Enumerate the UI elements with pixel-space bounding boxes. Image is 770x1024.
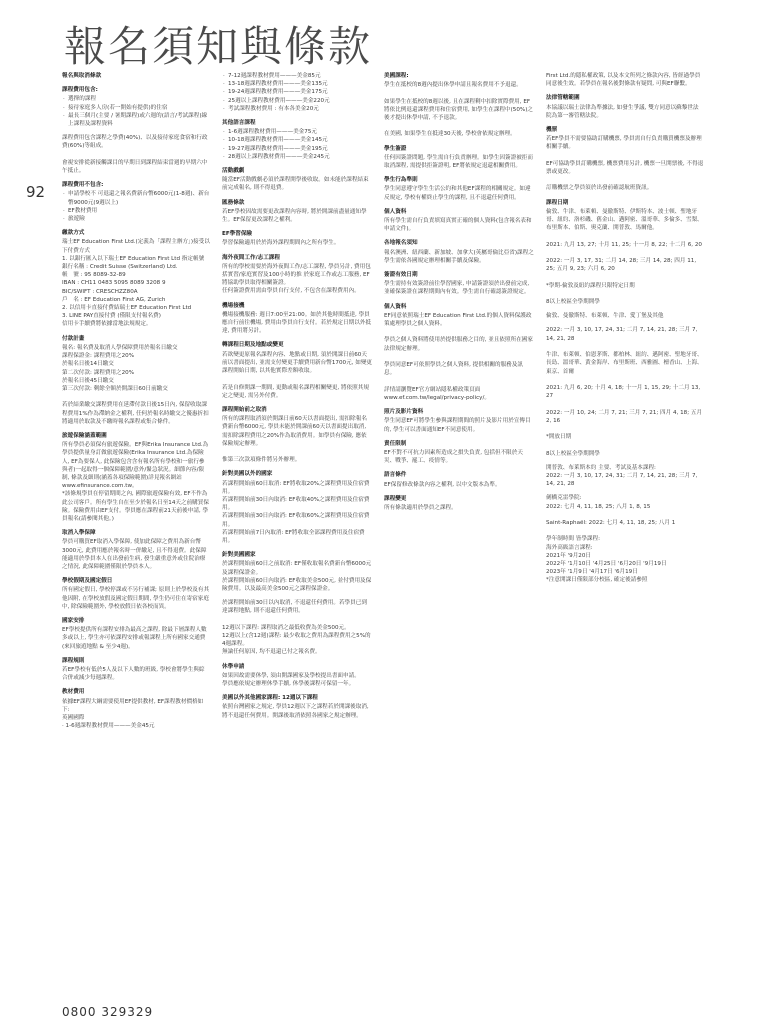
section-heading: 機票 [546, 127, 558, 134]
section-heading: 美國以外其他國家課程: 12週以下課程 [222, 695, 318, 702]
bullet-item: · 選擇的課程 [62, 95, 210, 103]
section-body: 學生需持有效簽證前往學習國家, 申請簽證須於出發前完成, 並確保簽證在課程期間內有效。學生需自行確認簽證規定。 [384, 281, 530, 296]
section-body: 瑞士EF Education First Ltd.(定義為「課程主辦方」)接受以下付費方式 1. 以銀行匯入以下瑞士EF Education First Ltd 指定帳號 銀行名稱 : Credit Suisse (Switzerland) Ltd. 帳 號 : 95 8089-32-89 IBAN : CH11 0483 5095 8089 3208 9 BIC/SWIFT : CRESCHZZ80A 戶 名 : EF Education First AG, Zurich 2. 以信用卡直接付費結瑞士EF Education First Ltd 3. LINE PAY直接付費 (僅限支付報名費) 信用卡手續費將依據當地法規規定。 [62, 239, 210, 328]
section [62, 529, 210, 571]
section [546, 72, 704, 88]
section-heading: 其他語言課程 [222, 120, 256, 127]
section-body: 若EF學校因故需要更改課程內容時, 將於開課前盡量通知學生。EF保留更改課程之權利。 [222, 208, 367, 224]
section [546, 199, 704, 307]
section-body: 學生在抵校的8週內提出休學申請且報名費用不予退還。 如果學生在抵校的8週以後, 且在課程剩中扣除實際費用, EF將依比例退還課程費用和住宿費用, 如學生在課程中(50%)之後才提出休學申請, 不予退款。 在美國, 如果學生在抵達30天後, 學校會依規定辦理。 [384, 82, 534, 138]
section-heading: 課程規則 [62, 657, 85, 664]
bullet-item: · 旅遊險 [62, 215, 210, 223]
section-body: 報名澳洲、紐西蘭、新加坡、加拿大(英屬哥倫比亞省)課程之學生需依各國規定辦理相關手續及保險。 [384, 249, 534, 264]
section-heading: 機場接機 [222, 302, 245, 309]
section-body: 學習保險適用於於海外課程期間內之所有學生。 [222, 240, 340, 247]
section [222, 199, 372, 225]
section-heading: 語言條件 [384, 472, 407, 479]
section-heading: 取消入學保障 [62, 530, 96, 537]
section [222, 254, 372, 296]
section-heading: 美國課程: [384, 73, 409, 79]
section-heading: 課程費用包含: [62, 87, 98, 94]
section [62, 134, 210, 175]
section [222, 406, 372, 464]
section [546, 126, 704, 193]
section-heading: 法律管轄範圍 [546, 95, 580, 102]
bullet-item: · 25週以上課程教材費用———美金220元 [222, 97, 372, 105]
section-heading: 個人資料 [384, 303, 407, 310]
column-3 [384, 72, 534, 1012]
section-body: 倫敦、曼徹斯特、布萊頓、牛津、愛丁堡及其他 [546, 313, 664, 320]
section [384, 440, 534, 466]
column-1 [62, 72, 210, 1000]
bullet-item: · 申請學校不 可退還之報名費新台幣6000元(1-8週)、新台幣9000元(9週以上) [62, 190, 210, 206]
bullet-item: · 接待家庭多人房(若一開始有提供)的住宿 [62, 104, 210, 112]
section-body: 所有學員必須保有旅遊保險。EF與Erika Insurance Ltd.為學員提供量身訂做旅遊保險(Erika Insurance Ltd.為保險人, EF為要保人, 此保險包含含有報名所有學校和一旅行參與者)一起取得一個保障範圍/意外/緊急狀況。細節內容/限制, 條款及細則(涵蓋各項保險範圍)詳見報名網站 www.efinsurance.com.tw。 *該條規學員在停留期間之內, 國際旅遊保險有效, EF不作為此公司客戶。所有學生自在至少於報名日至14天之前購買保險。保險費用由EF支付。學員應在課程前21天前後申請, 學員報名(請參閱其他。) [62, 442, 209, 522]
section-heading: 國家安排 [62, 617, 85, 624]
section-heading: 學校假期及國定假日 [62, 578, 113, 585]
section [62, 181, 210, 223]
section-body: EF同意依照瑞士EF Education First Ltd.的個人資料保護政策處理學員之個人資料。 學員之個人資料將使用於提供服務之目的, 並且依照所在國家法律規定辦理。 學員同意EF可依照學員之個人資料, 提供相關的服務及訊息。 詳情請瀏覽EF官方網站隱私權政策頁面 www.ef.com.tw/legal/privacy-policy/。 [384, 312, 533, 401]
section-body: 課程費用包含課程之學費(40%)、以及接待家庭食宿和行政費(60%)等組成。 會視安排從新接觸課目的早期日到課程結束當週的早期六中午抵止。 [62, 135, 208, 175]
section-heading: 課程變更 [384, 495, 407, 502]
section-body: 隨當EF活動戲劇必須於課程開學後收取。如未能於課程結束前完成報名, 則不得退費。 [222, 177, 369, 192]
section-body: 若課程開始前60日取消: EF將收取20%之課程費用及住宿費用。 若課程開始前30日內取消: EF收取40%之課程費用及住宿費用。 若課程開始前30日內取消: EF收取60%之課程費用及住宿費用。 若課程開始前7日內取消: EF將收取全部課程費用及住宿費用。 [222, 480, 370, 544]
section-heading: 旅遊保險涵蓋範圍 [62, 432, 107, 439]
section [384, 271, 534, 297]
section-body: 如果因故需要休學, 須由開課國家及學校提出書面申請。 學員應依規定辦理休學手續, 休學後課程可保留一年。 [222, 672, 360, 687]
section-heading: 針對美國國家 [222, 552, 256, 559]
section [62, 688, 210, 730]
section-heading: 簽證有效日期 [384, 272, 418, 279]
section [546, 312, 704, 320]
section-body: 所有國定假日, 學校停課或不另行補課; 原則上於學校及有其他因附, 在學校放假及國定假日期間, 學生仍可住在寄宿家庭中, 除保險範圍外, 學校放假日依各校而異。 [62, 587, 210, 610]
bullet-item: · 19-24週課程教材費用———美金175元 [222, 88, 372, 96]
section [222, 470, 372, 545]
section-body: First Ltd.的隱私權政策, 以及本文所列之條款內容, 皆經過學員同意後生效。若學員在報名後對條款有疑問, 可與EF聯繫。 [546, 73, 701, 88]
section-body: EF學校提供所有課程安排為最高之課程, 除最下層課程人數多或以上, 學生亦可依課程安排或報課程上所有國家交通費 (來回旅遊地點 & 至少4週)。 [62, 627, 207, 650]
section-body: 2022: 一月 3, 10, 17, 24, 31; 二月 7, 14, 21, 28; 三月 7, 14, 21, 28 牛津、布萊頓、伯恩茅斯、都柏林、紐約、邁阿密、聖地牙哥、長島、溫哥華、黃金海岸、布里斯班、西雅圖、檀香山、上海、東京、首爾 2021: 九月 6, 20; 十月 4, 18; 十一月 1, 15, 29; 十二月 13, 27 2022: 一月 10, 24; 二月 7, 21; 三月 7, 21; 四月 4, 18; 五月 2, 16 *開放日期 8以上校區全學期開學 [546, 327, 703, 457]
section [62, 617, 210, 651]
section-heading: 轉課程日期及地點或變更 [222, 342, 284, 349]
page-title: 報名須知與條款 [64, 22, 373, 71]
section [62, 657, 210, 683]
section [222, 167, 372, 193]
section [62, 86, 210, 128]
section-heading: 針對美國以外的國家 [222, 471, 273, 478]
section-body: 學生同意EF可將學生參與課程期間的照片及影片用於宣傳目的, 學生可以書面通知EF不同意使用。 [384, 418, 531, 433]
section-heading: 海外夜間工作/志工課程 [222, 254, 280, 261]
bullet-item: · 最長三個月(主要 / 暑期課程)或六週的(語言/考試課程)線上課程及課程資料 [62, 112, 210, 128]
section [546, 464, 704, 489]
bullet-item: · 28週以上課程教材費用———美金245元 [222, 153, 372, 161]
section-body: 學員可購買EF取消入學保障, 使加此保障之費用為新台幣3000元, 此費用應於報名時一併繳足, 且不得退費。此保障能適用於學員本人在出發前生病, 發生嚴重意外或住院治療之情況, 此保障範圍僅限於學員本人。 [62, 539, 207, 570]
section-body: 學生同意遵守學生生活公約和其他EF課程的相關規定。如違反規定, 學校有權終止學生的課程, 且不退還任何費用。 [384, 186, 531, 201]
section-body: 機場接機服務: 週日7:00至21:00。如於其他時間抵達, 學員應自行前往機場, 費用由學員自行支付。若於規定日期以外抵達, 費用將另計。 [222, 311, 371, 335]
section-body: 於課程開始前60日之前取消: EF僅收取報名費新台幣6000元及課程保證金。 於課程開始前60日內取消: EF收取美金500元, 並付費用及保險費用。以及最高美金500元之課程保證金。 [222, 561, 372, 592]
section [384, 239, 534, 265]
section [384, 72, 534, 139]
footer-phone-number: 0800 329329 [62, 1005, 154, 1019]
section-heading: 課程日期 [546, 199, 569, 206]
section [384, 176, 534, 202]
section-body: 倫敦、牛津、布萊頓、曼徹斯特、伊斯特本、波士頓、聖地牙哥、紐約、洛杉磯、舊金山、邁阿密、溫哥華、多倫多、雪梨、布里斯本、伯斯、奧克蘭、開普敦、馬爾他。 2021: 九月 13, 27; 十月 11, 25; 十一月 8, 22; 十二月 6, 20 2022: 一月 3, 17, 31; 二月 14, 28; 三月 14, 28; 四月 11, 25; 五月 9, 23; 六月 6, 20 *學期-倫敦及紐約課程只限特定日期 8以上校區全學期開學 [546, 208, 703, 306]
section [384, 145, 534, 171]
section-heading: 照片及影片資料 [384, 409, 424, 416]
section [222, 119, 372, 161]
section-body: EF保留修改條款內容之權利, 以中文版本為準。 [384, 481, 501, 488]
column-2 [222, 72, 372, 1012]
section-body: 依據EF課程大綱需要使用EF提供教材, EF課程教材價格如下: 英國國際 · 1-6週課程教材費用———美金45元 [62, 698, 204, 730]
section-heading: 課程費用不包含: [62, 182, 104, 189]
section-body: 依照台灣國家之規定, 學員12週以下之課程若於開課後取消, 將不退還任何費用。開課後取消依照各國家之規定辦理。 [222, 704, 369, 719]
section [222, 72, 372, 113]
section [62, 72, 210, 80]
section [384, 471, 534, 488]
section [546, 94, 704, 120]
bullet-item: · 7-12週課程教材費用———美金85元 [222, 72, 372, 80]
bullet-item: · EF教材費用 [62, 207, 210, 215]
section-heading: 報名與取消條款 [62, 73, 102, 79]
section [222, 302, 372, 336]
bullet-item: · 考試課程教材費用 : 有本各美金20元 [222, 105, 372, 113]
section-body: 所有學生需自行負責填寫真實正確的個人資料(包含報名表和申請文件)。 [384, 218, 532, 233]
section [384, 408, 534, 434]
section [222, 663, 372, 689]
section-body: 所有的學校需要於海外夜間工作/志工課程, 學員另計, 費用包括實習/家庭實習及100小時的推 於家庭工作或志工服務, EF將協助學員取得相關簽證。 任何簽證費用需由學員自行支付, 不包含在課程費用內。 [222, 263, 371, 295]
section-heading: EF學習保險 [222, 231, 253, 238]
section-body: 若EF學校有低於5人及以下人數的班級, 學校會將學生與綜合併或減少每週課程。 [62, 667, 205, 682]
page-number: 92 [26, 183, 46, 201]
section-heading: 休學申請 [222, 663, 245, 670]
section-body: 所有的課程取消須於開課日前60天以書面提出, 需扣除報名費新台幣6000元, 學員未能於開課前60天以書面提出取消, 需扣除課程費用之20%作為取消費用。如學員有保險, 應依保險規定辦理。 惟第三次款項條件將另外辦理。 [222, 416, 367, 464]
column-4 [546, 72, 704, 1012]
section [546, 494, 704, 584]
section-body: EF不對不可抗力因素所造成之損失負責, 包括但不限於天災、戰爭、罷工、疫情等。 [384, 449, 523, 465]
section [384, 303, 534, 402]
section [384, 495, 534, 512]
section [222, 551, 372, 593]
section-heading: 付款計畫 [62, 335, 85, 342]
section-heading: 個人資料 [384, 208, 407, 215]
section [62, 229, 210, 328]
section-heading: 各地報名須知 [384, 240, 418, 247]
section-body: 本協議以瑞士法律為準據法, 如發生爭議, 雙方同意以蘇黎世法院為第一審管轄法院。 [546, 104, 699, 119]
section-body: 開普敦、布萊斯本約 主要、考試及基本課程: 2022: 一月 3, 10, 17, 24, 31; 二月 7, 14, 21, 28; 三月 7, 14, 21, 28 [546, 464, 698, 488]
bullet-item: · 13-18週課程教材費用———美金135元 [222, 80, 372, 88]
section-body: 於課程開始前30日以內取消, 不退還任何費用。若學員已到達課程地點, 則不退還任何費用。 12週以下課程: 課程取消之最低收費為美金500元。 12週以上(含12週)課程: 最少收取之費用為課程費用之5%的4週課程。 無論任何原因, 均不退還已付之報名費。 [222, 600, 371, 656]
section-heading: 繳款方式 [62, 230, 85, 237]
section-heading: 責任限制 [384, 440, 407, 447]
section [546, 326, 704, 457]
section-body: 劍橋克雷學院: 2022: 七月 4, 11, 18, 25; 八月 1, 8, 15 Saint-Raphaël: 2022: 七月 4, 11, 18, 25; 八月 1 學年制時間 皆學課程: 海外高級語言課程: 2021年 '9月20日 2022年 '1月10日 '4月25日 '6月20日 '9月19日 2023年 '1月9日 '4月17日 '6月19日 *注意開課日僅限部分校區, 確定後請參照 [546, 495, 676, 584]
bullet-item: · 1-6週課程教材費用———美金75元 [222, 128, 372, 136]
section-body: 若欲變更原報名課程內容、地點或日期, 須於開課日前60天前以書面提出, 並需支付變更手續費用新台幣1700元, 如變更課程開始日期, 以其他實際差額收取。 若是自修開課一期間, 更動或報名課程相關變更, 將依照其規定之變更, 需另外付費。 [222, 351, 372, 399]
bullet-item: · 19-27週課程教材費用———美金195元 [222, 145, 372, 153]
section [222, 230, 372, 247]
section-body: 報名: 報名費及取消人學保障費用於報名日繳交 課程保證金: 課程費用之20% 於報名日後14日繳交 第二次付款: 課程費用之20% 於報名日後45日繳交 第三次付款: 剩餘全額於開課日60日前繳交 若於結業繳交課程費用在延滯付款日後15日內, 保留收取課程費用1%作為滯納金之權利, 任何於報名時繳交之優惠折扣將適用於取款及不繳時報名課程或集合條件。 [62, 344, 209, 425]
section [222, 694, 372, 720]
section [222, 341, 372, 399]
section-heading: 課程開始前之取消 [222, 406, 267, 413]
section-heading: 教材費用 [62, 689, 85, 696]
section-body: 所有條款適用於學員之課程。 [384, 504, 457, 511]
bullet-item: · 10-18週課程教材費用———美金145元 [222, 136, 372, 144]
section [62, 432, 210, 523]
section [62, 577, 210, 611]
section-body: 若EF學員不需要協助訂購機票, 學員需自行負責購買機票及辦理相關手續。 EF可協助學員訂購機票, 機票費用另計, 機票一旦開票後, 不得退票或更改。 訂購機票之學員須於出發前確認航班資訊。 [546, 136, 704, 192]
section [222, 599, 372, 656]
section-heading: 學生行為準則 [384, 177, 418, 184]
section [384, 208, 534, 234]
section [62, 335, 210, 426]
section-heading: 匯務條款 [222, 199, 245, 206]
section-heading: 活動戲劇 [222, 168, 245, 175]
section-heading: 學生簽證 [384, 145, 407, 152]
section-body: 任何因簽證問題, 學生需自行負責辦理。如學生因簽證被拒而取消課程, 需提供拒簽證明, EF將依規定退還相關費用。 [384, 154, 533, 170]
